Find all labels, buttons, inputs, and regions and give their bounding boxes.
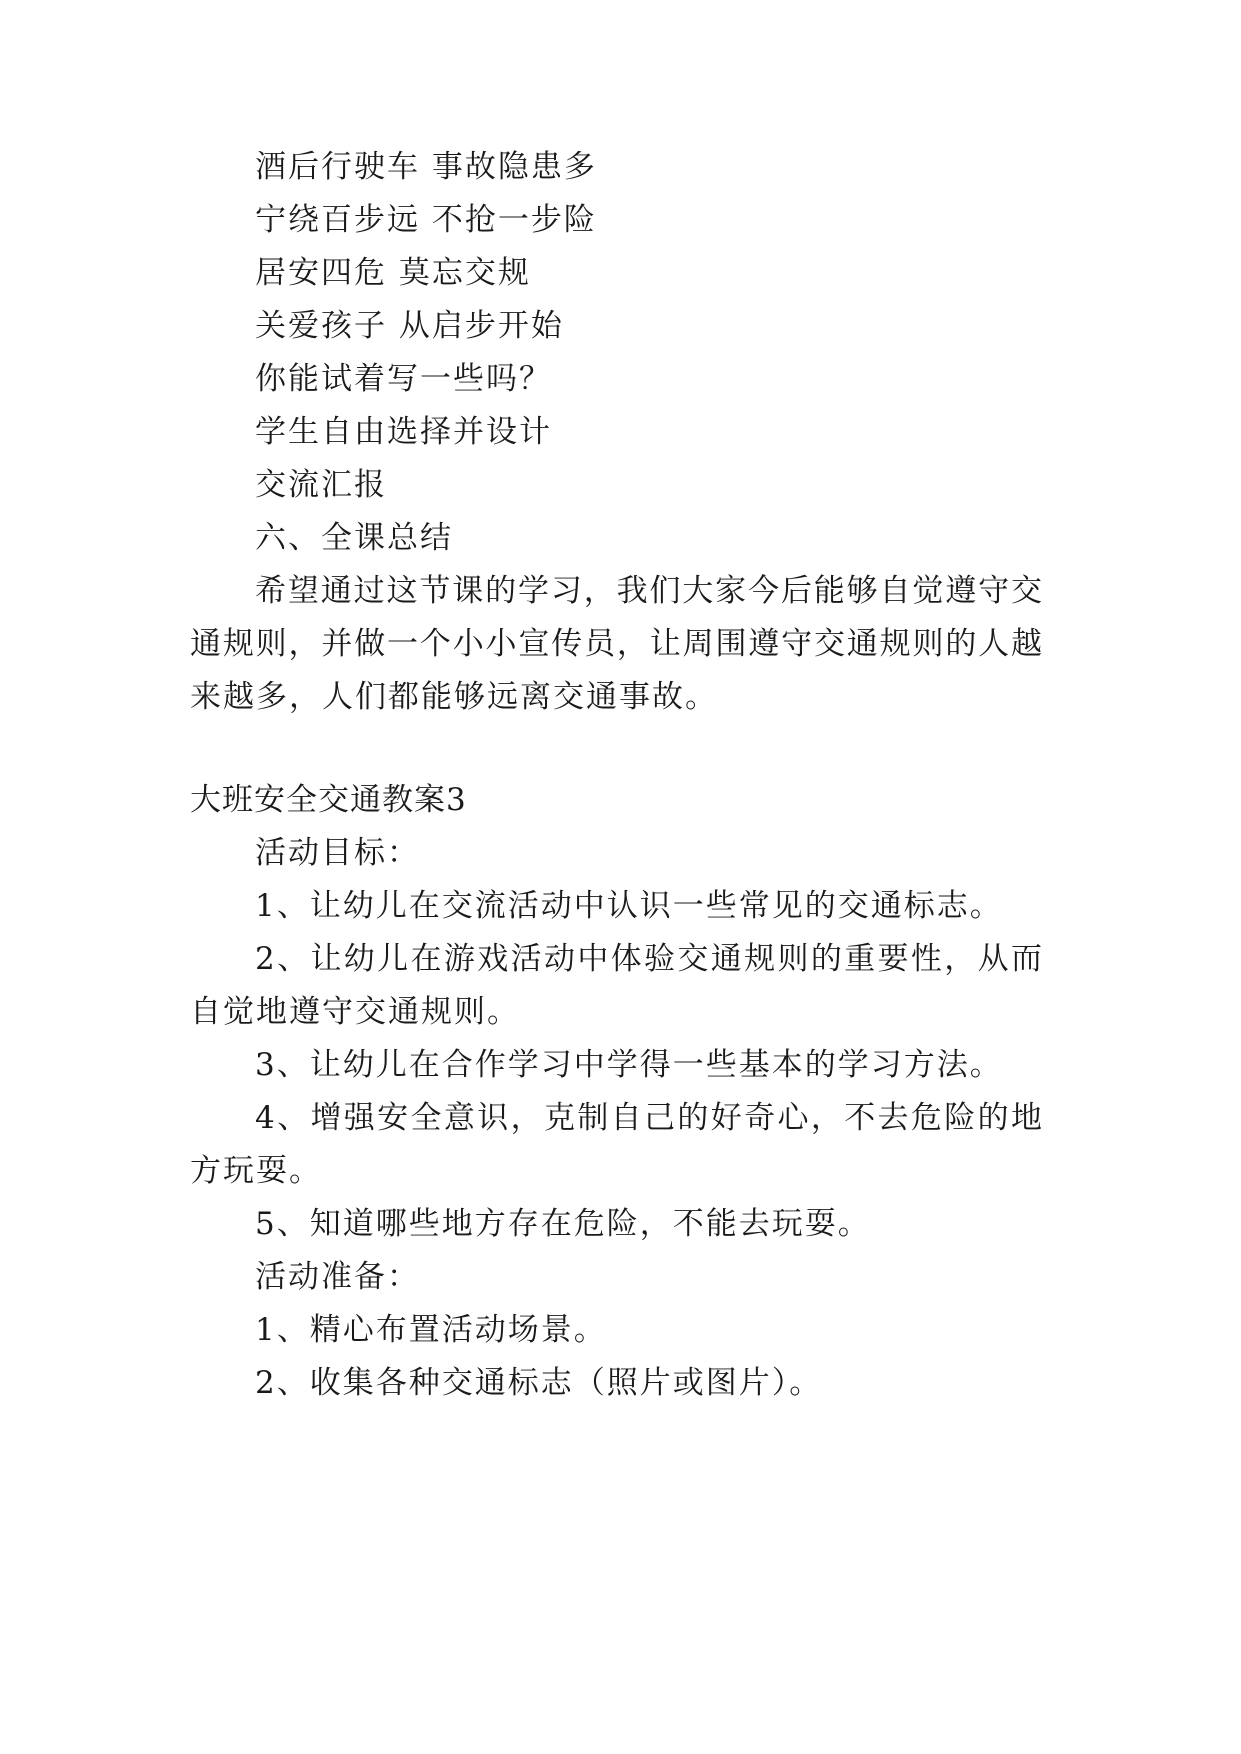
goal-5: 5、知道哪些地方存在危险，不能去玩耍。: [255, 1206, 871, 1242]
goal-2-line-2: 自觉地遵守交通规则。: [190, 994, 520, 1030]
goal-4-line-2: 方玩耍。: [190, 1153, 322, 1189]
summary-paragraph-line-1: 希望通过这节课的学习，我们大家今后能够自觉遵守交: [255, 573, 1042, 609]
slogan-line-4: 关爱孩子 从启步开始: [255, 308, 564, 344]
report-step-line: 交流汇报: [255, 467, 387, 503]
prep-heading: 活动准备：: [255, 1259, 420, 1295]
lesson-title: 大班安全交通教案3: [190, 782, 467, 818]
goal-4-line-1: 4、增强安全意识，克制自己的好奇心，不去危险的地: [255, 1100, 1042, 1136]
summary-paragraph-line-2: 通规则，并做一个小小宣传员，让周围遵守交通规则的人越: [190, 626, 1042, 662]
goal-2-line-1: 2、让幼儿在游戏活动中体验交通规则的重要性，从而: [255, 941, 1042, 977]
prep-2: 2、收集各种交通标志（照片或图片）。: [255, 1365, 823, 1401]
goals-heading: 活动目标：: [255, 835, 420, 871]
slogan-line-1: 酒后行驶车 事故隐患多: [255, 149, 597, 185]
slogan-line-2: 宁绕百步远 不抢一步险: [255, 202, 597, 238]
prep-1: 1、精心布置活动场景。: [255, 1312, 607, 1348]
goal-3: 3、让幼儿在合作学习中学得一些基本的学习方法。: [255, 1047, 1003, 1083]
prompt-line: 你能试着写一些吗？: [255, 361, 552, 397]
section-six-heading: 六、全课总结: [255, 520, 453, 556]
goal-1: 1、让幼儿在交流活动中认识一些常见的交通标志。: [255, 888, 1003, 924]
summary-paragraph-line-3: 来越多，人们都能够远离交通事故。: [190, 679, 718, 715]
design-step-line: 学生自由选择并设计: [255, 414, 552, 450]
slogan-line-3: 居安四危 莫忘交规: [255, 255, 531, 291]
